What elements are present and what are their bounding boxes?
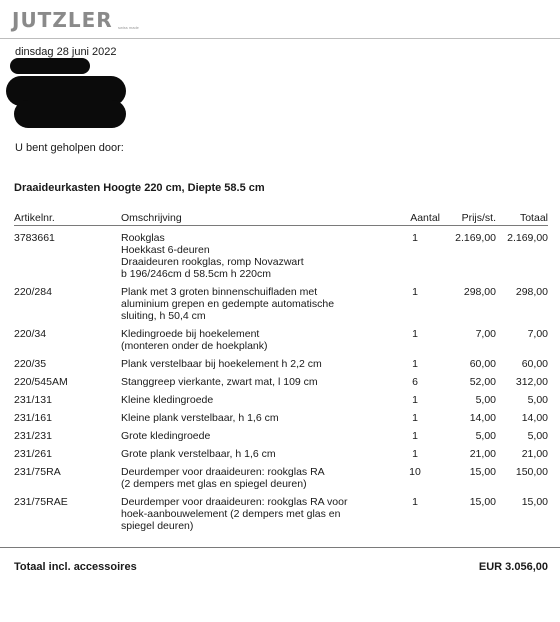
item-unit-price: 15,00 xyxy=(469,466,496,478)
item-line-total: 2.169,00 xyxy=(507,232,548,244)
article-number: 231/75RA xyxy=(14,466,61,478)
column-header-description: Omschrijving xyxy=(121,212,182,224)
document-date: dinsdag 28 juni 2022 xyxy=(15,46,117,58)
item-unit-price: 60,00 xyxy=(469,358,496,370)
brand-logo: JUTZLER xyxy=(12,8,113,32)
table-row xyxy=(0,410,560,428)
item-description xyxy=(121,412,383,424)
header-divider xyxy=(0,38,560,39)
description-line: Deurdemper voor draaideuren: rookglas RA xyxy=(121,466,325,478)
item-quantity: 10 xyxy=(409,466,421,478)
item-quantity: 1 xyxy=(412,286,418,298)
description-line: Plank met 3 groten binnenschuifladen met xyxy=(121,286,318,298)
description-line: Draaideuren rookglas, romp Novazwart xyxy=(121,256,304,268)
item-description xyxy=(121,430,383,442)
item-unit-price: 21,00 xyxy=(469,448,496,460)
column-header-unit-price: Prijs/st. xyxy=(461,212,496,224)
item-quantity: 1 xyxy=(412,430,418,442)
items-table xyxy=(0,210,560,536)
item-description xyxy=(121,376,383,388)
grand-total-value: EUR 3.056,00 xyxy=(478,561,548,573)
item-line-total: 15,00 xyxy=(521,496,548,508)
item-description xyxy=(121,394,383,406)
table-row xyxy=(0,284,560,326)
table-row xyxy=(0,356,560,374)
description-line: (2 dempers met glas en spiegel deuren) xyxy=(121,478,307,490)
description-line: Deurdemper voor draaideuren: rookglas RA voor xyxy=(121,496,348,508)
brand-tagline: swiss made xyxy=(118,25,139,30)
item-line-total: 14,00 xyxy=(521,412,548,424)
description-line: Hoekkast 6-deuren xyxy=(121,244,210,256)
table-row xyxy=(0,230,560,284)
table-row xyxy=(0,494,560,536)
section-title: Draaideurkasten Hoogte 220 cm, Diepte 58.5 cm xyxy=(14,182,265,194)
item-quantity: 1 xyxy=(412,412,418,424)
item-quantity: 1 xyxy=(412,232,418,244)
table-row xyxy=(0,326,560,356)
description-line: aluminium grepen en gedempte automatische xyxy=(121,298,335,310)
table-row xyxy=(0,392,560,410)
description-line: Grote plank verstelbaar, h 1,6 cm xyxy=(121,448,276,460)
redaction-mark xyxy=(10,58,90,74)
article-number: 231/261 xyxy=(14,448,52,460)
article-number: 220/545AM xyxy=(14,376,68,388)
column-header-article: Artikelnr. xyxy=(14,212,55,224)
item-quantity: 1 xyxy=(412,394,418,406)
item-line-total: 60,00 xyxy=(521,358,548,370)
description-line: sluiting, h 50,4 cm xyxy=(121,310,206,322)
item-line-total: 7,00 xyxy=(527,328,548,340)
item-quantity: 1 xyxy=(412,358,418,370)
article-number: 220/284 xyxy=(14,286,52,298)
redaction-mark xyxy=(14,100,126,128)
description-line: Stanggreep vierkante, zwart mat, l 109 cm xyxy=(121,376,318,388)
description-line: hoek-aanbouwelement (2 dempers met glas en xyxy=(121,508,341,520)
article-number: 220/35 xyxy=(14,358,47,370)
article-number: 220/34 xyxy=(14,328,47,340)
description-line: Kleine kledingroede xyxy=(121,394,214,406)
item-line-total: 5,00 xyxy=(527,394,548,406)
item-unit-price: 298,00 xyxy=(463,286,496,298)
column-header-quantity: Aantal xyxy=(410,212,440,224)
description-line: Kleine plank verstelbaar, h 1,6 cm xyxy=(121,412,279,424)
item-unit-price: 5,00 xyxy=(475,394,496,406)
column-header-total: Totaal xyxy=(519,212,548,224)
item-unit-price: 5,00 xyxy=(475,430,496,442)
table-row xyxy=(0,374,560,392)
item-line-total: 150,00 xyxy=(515,466,548,478)
helped-by-label: U bent geholpen door: xyxy=(15,142,124,154)
description-line: (monteren onder de hoekplank) xyxy=(121,340,268,352)
article-number: 231/131 xyxy=(14,394,52,406)
table-header-divider xyxy=(14,225,548,226)
item-line-total: 5,00 xyxy=(527,430,548,442)
item-unit-price: 14,00 xyxy=(469,412,496,424)
description-line: Rookglas xyxy=(121,232,165,244)
description-line: spiegel deuren) xyxy=(121,520,194,532)
item-quantity: 1 xyxy=(412,328,418,340)
item-description xyxy=(121,358,383,370)
description-line: Kledingroede bij hoekelement xyxy=(121,328,260,340)
item-unit-price: 7,00 xyxy=(475,328,496,340)
table-row xyxy=(0,446,560,464)
table-header xyxy=(0,210,560,226)
article-number: 231/161 xyxy=(14,412,52,424)
item-description xyxy=(121,448,383,460)
grand-total-label: Totaal incl. accessoires xyxy=(14,561,137,573)
item-quantity: 6 xyxy=(412,376,418,388)
total-divider xyxy=(0,547,560,548)
item-line-total: 21,00 xyxy=(521,448,548,460)
item-description xyxy=(121,466,383,490)
article-number: 231/231 xyxy=(14,430,52,442)
item-unit-price: 2.169,00 xyxy=(455,232,496,244)
item-description xyxy=(121,496,383,532)
description-line: Grote kledingroede xyxy=(121,430,211,442)
item-description xyxy=(121,286,383,322)
item-line-total: 298,00 xyxy=(515,286,548,298)
article-number: 231/75RAE xyxy=(14,496,68,508)
article-number: 3783661 xyxy=(14,232,55,244)
item-quantity: 1 xyxy=(412,448,418,460)
table-row xyxy=(0,428,560,446)
description-line: Plank verstelbaar bij hoekelement h 2,2 cm xyxy=(121,358,322,370)
item-unit-price: 52,00 xyxy=(469,376,496,388)
table-body xyxy=(0,226,560,536)
item-description xyxy=(121,232,383,280)
item-line-total: 312,00 xyxy=(515,376,548,388)
item-unit-price: 15,00 xyxy=(469,496,496,508)
table-row xyxy=(0,464,560,494)
item-description xyxy=(121,328,383,352)
description-line: b 196/246cm d 58.5cm h 220cm xyxy=(121,268,272,280)
item-quantity: 1 xyxy=(412,496,418,508)
